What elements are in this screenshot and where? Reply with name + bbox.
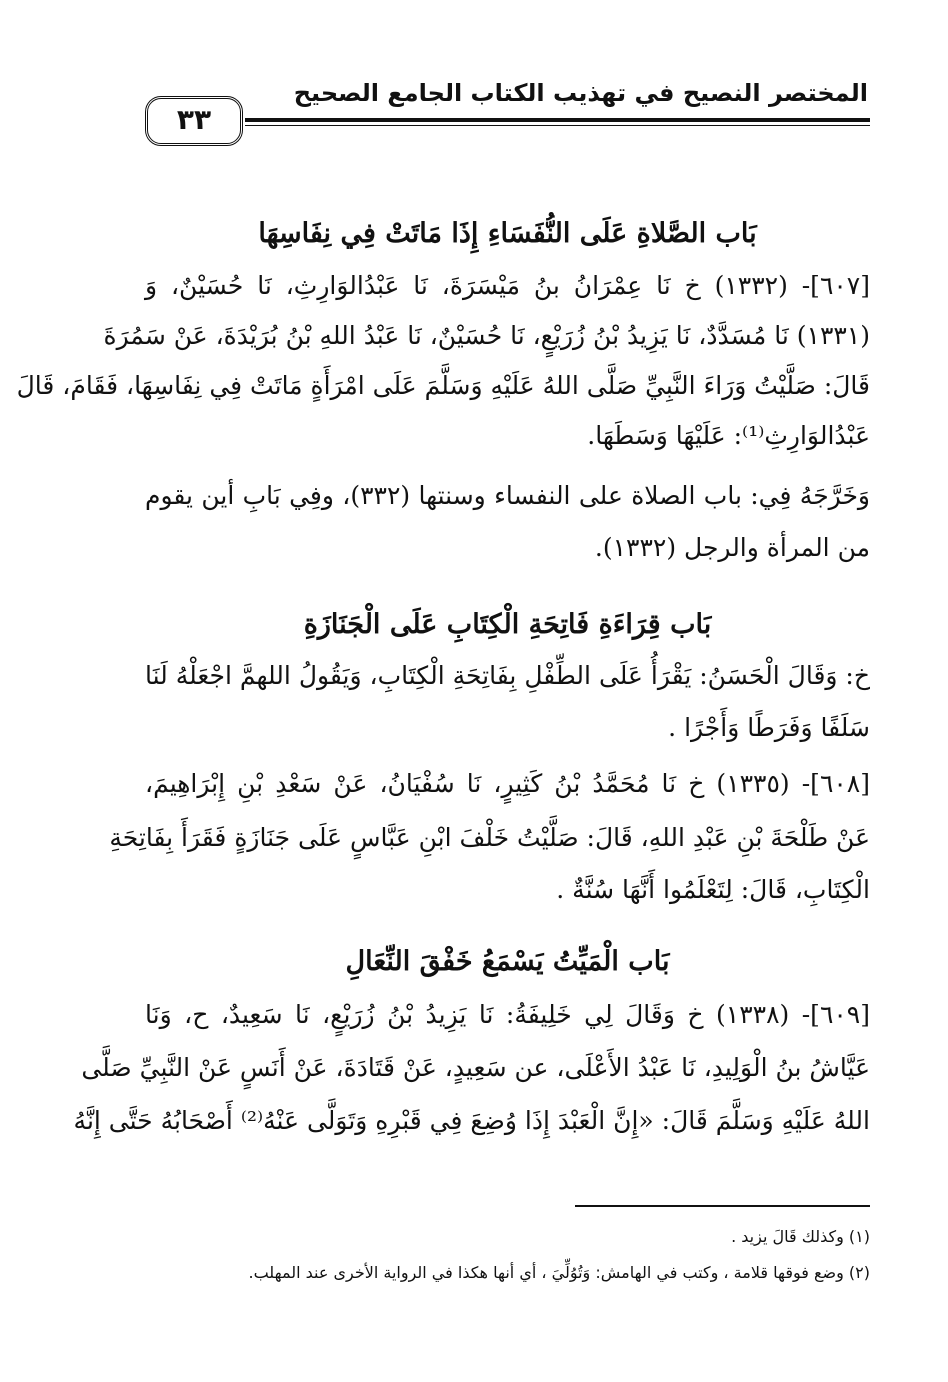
running-header-title: المختصر النصيح في تهذيب الكتاب الجامع الصحيح [293, 79, 868, 107]
footnote-1: (١) وكذلك قَالَ يزيد . [731, 1227, 870, 1246]
text-line: وَخَرَّجَهُ فِي: باب الصلاة على النفساء وسنتها (٣٣٢)، وفِي بَابِ أين يقوم [145, 481, 870, 510]
text-line: عَبْدُالوَارِثِ⁽¹⁾: عَلَيْهَا وَسَطَهَا. [587, 421, 870, 450]
page-number: ٣٣ [145, 96, 243, 146]
text-line: سَلَفًا وَفَرَطًا وَأَجْرًا . [668, 713, 870, 742]
header-rule-thin [245, 125, 870, 126]
text-line: عَنْ طَلْحَةَ بْنِ عَبْدِ اللهِ، قَالَ: صَلَّيْتُ خَلْفَ ابْنِ عَبَّاسٍ عَلَى جَنَازَةٍ فَقَرَأَ بِفَاتِحَةِ [109, 823, 870, 852]
section-heading-2: بَاب قِرَاءَةِ فَاتِحَةِ الْكِتَابِ عَلَى الْجَنَازَةِ [303, 609, 712, 640]
section-heading-3: بَاب الْمَيِّتُ يَسْمَعُ خَفْقَ النِّعَالِ [345, 946, 670, 977]
footnote-2: (٢) وضع فوقها قلامة ، وكتب في الهامش: وَتُوُلِّيَ ، أي أنها هكذا في الرواية الأخرى عند المهلب. [248, 1263, 870, 1282]
section-heading-1: بَاب الصَّلاةِ عَلَى النُّفَسَاءِ إِذَا مَاتَتْ فِي نِفَاسِهَا [258, 218, 757, 249]
footnote-separator [575, 1205, 870, 1207]
text-line: خ: وَقَالَ الْحَسَنُ: يَقْرَأُ عَلَى الطِّفْلِ بِفَاتِحَةِ الْكِتَابِ، وَيَقُولُ اللهمَّ اجْعَلْهُ لَنَا [145, 661, 870, 690]
text-line: الْكِتَابِ، قَالَ: لِتَعْلَمُوا أَنَّهَا سُنَّةٌ . [556, 875, 870, 904]
text-line: [٦٠٧]- (١٣٣٢) خ نَا عِمْرَانُ بنُ مَيْسَرَةَ، نَا عَبْدُالوَارِثِ، نَا حُسَيْنٌ، وَ [145, 271, 870, 300]
text-line: قَالَ: صَلَّيْتُ وَرَاءَ النَّبِيِّ صَلَّى اللهُ عَلَيْهِ وَسَلَّمَ عَلَى امْرَأَةٍ مَاتَتْ فِي نِفَاسِهَا، فَقَامَ، قَالَ [16, 371, 870, 400]
text-line: عَيَّاشُ بنُ الْوَلِيدِ، نَا عَبْدُ الأَعْلَى، عن سَعِيدٍ، عَنْ قَتَادَةَ، عَنْ أَنَسٍ عَنْ النَّبِيِّ صَلَّى [81, 1053, 870, 1082]
text-line: [٦٠٩]- (١٣٣٨) خ وَقَالَ لِي خَلِيفَةُ: نَا يَزِيدُ بْنُ زُرَيْعٍ، نَا سَعِيدٌ، ح، وَنَا [145, 1000, 871, 1029]
text-line: من المرأة والرجل (١٣٣٢). [594, 533, 870, 562]
text-line: (١٣٣١) نَا مُسَدَّدٌ، نَا يَزِيدُ بْنُ زُرَيْعٍ، نَا حُسَيْنٌ، نَا عَبْدُ اللهِ بْنُ بُرَيْدَةَ، عَنْ سَمُرَةَ [103, 321, 870, 350]
text-line: اللهُ عَلَيْهِ وَسَلَّمَ قَالَ: «إِنَّ الْعَبْدَ إِذَا وُضِعَ فِي قَبْرِهِ وَتَوَلَّى عَنْهُ⁽²⁾ أَصْحَابُهُ حَتَّى إِنَّهُ [73, 1106, 870, 1135]
header-rule [245, 118, 870, 122]
text-line: [٦٠٨]- (١٣٣٥) خ نَا مُحَمَّدُ بْنُ كَثِيرٍ، نَا سُفْيَانُ، عَنْ سَعْدِ بْنِ إِبْرَاهِيمَ، [145, 769, 871, 798]
